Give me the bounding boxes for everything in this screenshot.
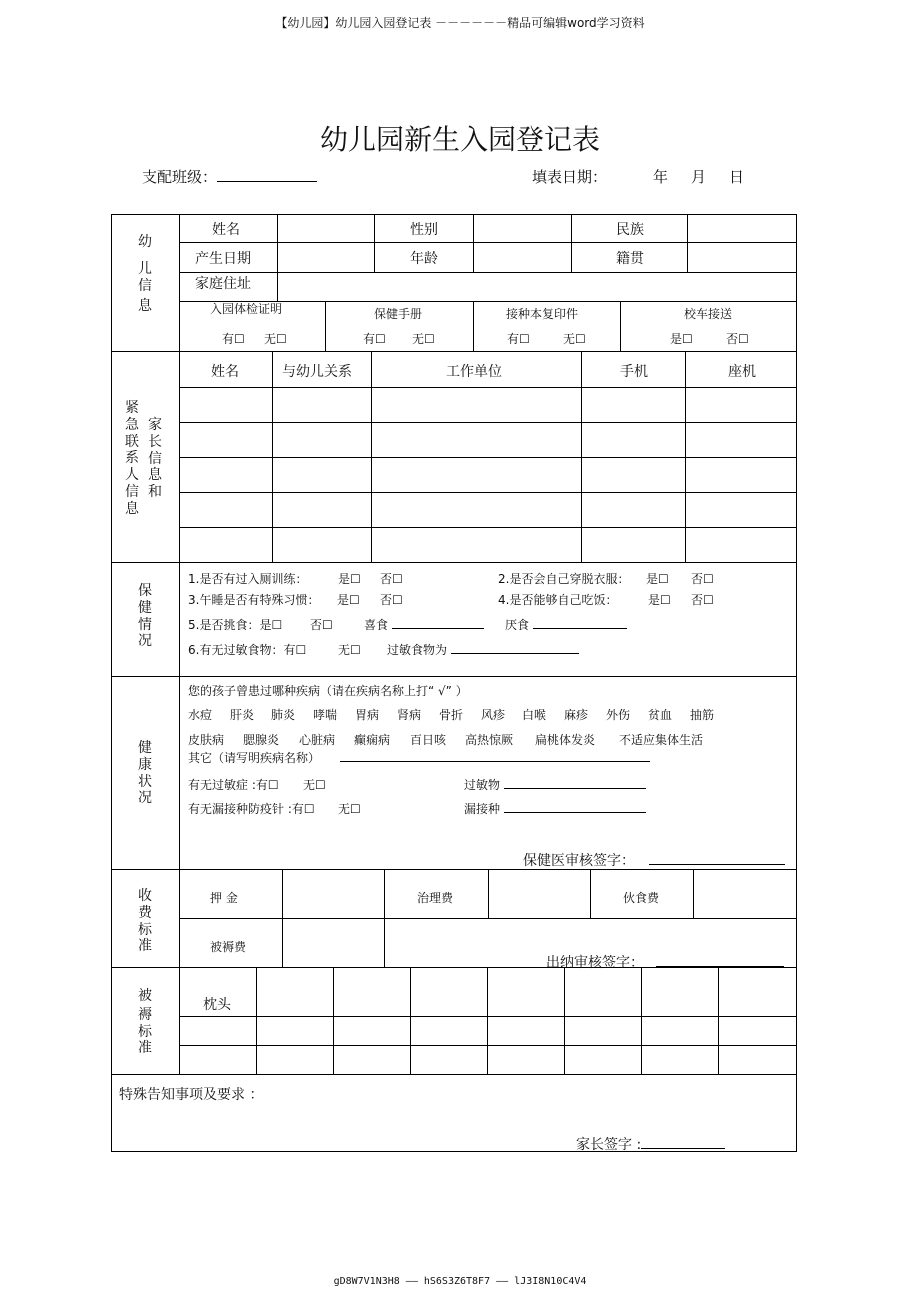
contact-col-mobile: 手机: [620, 364, 648, 380]
disease-item[interactable]: 水痘: [188, 708, 213, 722]
disease-prompt: 您的孩子曾患过哪种疾病（请在疾病名称上打“ √” ）: [188, 684, 468, 698]
care-q3-yes[interactable]: 是☐: [337, 593, 360, 607]
care-q3: 3.午睡是否有特殊习惯：: [188, 593, 320, 607]
class-field[interactable]: [217, 169, 317, 182]
other-disease-field[interactable]: [340, 749, 650, 762]
disease-item[interactable]: 不适应集体生活: [619, 733, 704, 747]
parent-sign: 家长签字 :: [576, 1134, 725, 1154]
disease-item[interactable]: 心脏病: [299, 733, 336, 747]
contact-col-phone: 座机: [728, 364, 756, 380]
disease-item[interactable]: 皮肤病: [188, 733, 225, 747]
allergen-label: 过敏物: [464, 776, 646, 793]
disease-item[interactable]: 癫痫病: [354, 733, 391, 747]
care-q3-no[interactable]: 否☐: [380, 593, 403, 607]
section-contact: 紧 急 联 系 人 信 息: [125, 400, 139, 517]
missed-vac-name: 漏接种: [464, 800, 646, 817]
section-fees: 收 费 标 准: [138, 888, 152, 955]
missed-vac-label: 有无漏接种防疫针 :有☐: [188, 802, 315, 816]
allergy-label: 有无过敏症 :有☐: [188, 778, 279, 792]
disease-item[interactable]: 骨折: [439, 708, 464, 722]
care-dislikes: 厌食: [505, 616, 627, 633]
allergen-field[interactable]: [504, 776, 646, 789]
checkup-no[interactable]: 无☐: [264, 332, 287, 346]
section-parent: 家 长 信 息 和: [148, 417, 162, 501]
disease-item[interactable]: 肺炎: [271, 708, 296, 722]
birth-label: 产生日期: [195, 251, 251, 267]
care-q1: 1.是否有过入厕训练：: [188, 572, 308, 586]
vaccine-label: 接种本复印件: [506, 307, 579, 321]
care-q1-no[interactable]: 否☐: [380, 572, 403, 586]
care-q4-no[interactable]: 否☐: [691, 593, 714, 607]
care-q6: 6.有无过敏食物：有☐: [188, 643, 307, 657]
date-day: 日: [729, 168, 745, 186]
missed-vac-no[interactable]: 无☐: [338, 802, 361, 816]
date-year: 年: [653, 168, 669, 186]
bus-yes[interactable]: 是☐: [670, 332, 693, 346]
contact-col-work: 工作单位: [446, 364, 502, 380]
care-q4-yes[interactable]: 是☐: [648, 593, 671, 607]
doctor-sign-field[interactable]: [649, 852, 785, 865]
page-header: 【幼儿园】幼儿园入园登记表 －－－－－－精品可编辑word学习资料: [275, 16, 645, 30]
contact-col-name: 姓名: [211, 364, 239, 380]
likes-field[interactable]: [392, 616, 484, 629]
date-month: 月: [691, 168, 707, 186]
gender-label: 性别: [410, 222, 438, 238]
care-allergy-food: 过敏食物为: [387, 641, 579, 658]
section-care: 保 健 情 况: [138, 583, 152, 650]
care-q5: 5.是否挑食：是☐: [188, 618, 283, 632]
notes-label: 特殊告知事项及要求 ：: [119, 1087, 264, 1103]
care-q5-no[interactable]: 否☐: [310, 618, 333, 632]
handbook-yes[interactable]: 有☐: [363, 332, 386, 346]
disease-item[interactable]: 高热惊厥: [465, 733, 514, 747]
allergy-no[interactable]: 无☐: [303, 778, 326, 792]
disease-item[interactable]: 外伤: [606, 708, 631, 722]
handbook-no[interactable]: 无☐: [412, 332, 435, 346]
section-health: 健 康 状 况: [138, 740, 152, 807]
bus-no[interactable]: 否☐: [726, 332, 749, 346]
disease-item[interactable]: 白喉: [522, 708, 547, 722]
disease-item[interactable]: 胃病: [355, 708, 380, 722]
vaccine-no[interactable]: 无☐: [563, 332, 586, 346]
care-q2-yes[interactable]: 是☐: [646, 572, 669, 586]
pillow-label: 枕头: [203, 997, 231, 1013]
bedding-fee-label: 被褥费: [210, 940, 247, 954]
bus-label: 校车接送: [684, 307, 733, 321]
cashier-sign-field[interactable]: [656, 954, 784, 967]
missed-vac-field[interactable]: [504, 800, 646, 813]
handbook-label: 保健手册: [374, 307, 423, 321]
page-title: 幼儿园新生入园登记表: [319, 123, 600, 156]
ethnicity-label: 民族: [616, 222, 644, 238]
contact-col-relation: 与幼儿关系: [282, 364, 352, 380]
disease-item[interactable]: 百日咳: [410, 733, 447, 747]
native-label: 籍贯: [616, 251, 644, 267]
cashier-sign: 出纳审核签字：: [546, 952, 784, 972]
meal-fee-label: 伙食费: [623, 891, 660, 905]
section-child-info: 幼 儿 信 息: [138, 234, 152, 315]
checkup-yes[interactable]: 有☐: [222, 332, 245, 346]
care-q6-no[interactable]: 无☐: [338, 643, 361, 657]
page-footer: gD8W7V1N3H8 —— hS6S3Z6T8F7 —— lJ3I8N10C4V4: [333, 1276, 587, 1287]
doctor-sign: 保健医审核签字：: [523, 850, 785, 870]
care-q2: 2.是否会自己穿脱衣服：: [498, 572, 630, 586]
care-likes: 喜食: [364, 616, 484, 633]
parent-sign-field[interactable]: [641, 1136, 725, 1149]
disease-item[interactable]: 贫血: [648, 708, 673, 722]
vaccine-yes[interactable]: 有☐: [507, 332, 530, 346]
allergy-food-field[interactable]: [451, 641, 579, 654]
care-q2-no[interactable]: 否☐: [691, 572, 714, 586]
care-q4: 4.是否能够自己吃饭：: [498, 593, 618, 607]
dislikes-field[interactable]: [533, 616, 627, 629]
disease-item[interactable]: 抽筋: [690, 708, 715, 722]
age-label: 年龄: [410, 251, 438, 267]
disease-item[interactable]: 腮腺炎: [243, 733, 280, 747]
disease-item[interactable]: 哮喘: [313, 708, 338, 722]
date-label: 填表日期：: [532, 168, 608, 186]
disease-item[interactable]: 肝炎: [230, 708, 255, 722]
name-label: 姓名: [212, 222, 240, 238]
disease-item[interactable]: 扁桃体发炎: [535, 733, 596, 747]
disease-item[interactable]: 风疹: [481, 708, 506, 722]
address-label: 家庭住址: [195, 276, 251, 292]
care-q1-yes[interactable]: 是☐: [338, 572, 361, 586]
deposit-label: 押 金: [210, 891, 238, 905]
section-bedding: 被 褥 标 准: [138, 988, 152, 1057]
treatment-fee-label: 治理费: [417, 891, 454, 905]
class-label: 支配班级：: [142, 166, 317, 187]
disease-item[interactable]: 麻疹: [564, 708, 589, 722]
disease-item[interactable]: 肾病: [397, 708, 422, 722]
checkup-label: 入园体检证明: [210, 302, 283, 316]
other-disease: 其它（请写明疾病名称）: [188, 749, 650, 766]
